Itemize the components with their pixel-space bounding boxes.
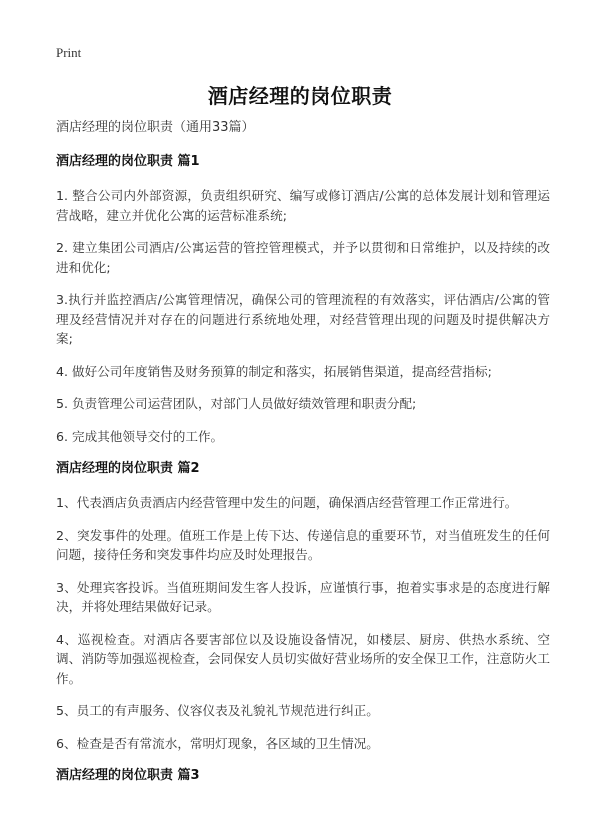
paragraph: 1. 整合公司内外部资源，负责组织研究、编写或修订酒店/公寓的总体发展计划和管理运营战略，建立并优化公寓的运营标准系统; — [56, 188, 550, 223]
paragraph: 5、员工的有声服务、仪容仪表及礼貌礼节规范进行纠正。 — [56, 703, 379, 718]
paragraph: 2、突发事件的处理。值班工作是上传下达、传递信息的重要环节，对当值班发生的任何问题，接待任务和突发事件均应及时处理报告。 — [56, 527, 550, 562]
section-heading-1: 酒店经理的岗位职责 篇1 — [56, 154, 200, 169]
paragraph: 6. 完成其他领导交付的工作。 — [56, 428, 224, 444]
section-heading-3: 酒店经理的岗位职责 篇3 — [56, 768, 200, 783]
document-body — [56, 118, 550, 800]
paragraph: 1、代表酒店负责酒店内经营管理中发生的问题，确保酒店经营管理工作正常进行。 — [56, 495, 518, 510]
section-heading-2: 酒店经理的岗位职责 篇2 — [56, 461, 200, 476]
page-title: 酒店经理的岗位职责 — [207, 84, 393, 108]
print-label[interactable]: Print — [56, 45, 82, 60]
paragraph: 2. 建立集团公司酒店/公寓运营的管控管理模式，并予以贯彻和日常维护，以及持续的改进和优化; — [56, 240, 550, 275]
paragraph: 4. 做好公司年度销售及财务预算的制定和落实，拓展销售渠道，提高经营指标; — [56, 363, 492, 379]
paragraph: 3.执行并监控酒店/公寓管理情况，确保公司的管理流程的有效落实，评估酒店/公寓的管理及经营情况并对存在的问题进行系统地处理，对经营管理出现的问题及时提供解决方案; — [56, 292, 550, 346]
paragraph: 4、巡视检查。对酒店各要害部位以及设施设备情况，如楼层、厨房、供热水系统、空调、消防等加强巡视检查，会同保安人员切实做好营业场所的安全保卫工作，注意防火工作。 — [56, 631, 550, 686]
paragraph: 6、检查是否有常流水，常明灯现象，各区域的卫生情况。 — [56, 735, 379, 751]
paragraph: 3、处理宾客投诉。当值班期间发生客人投诉，应谨慎行事，抱着实事求是的态度进行解决，并将处理结果做好记录。 — [56, 579, 550, 614]
document-subtitle: 酒店经理的岗位职责（通用33篇） — [56, 120, 255, 135]
paragraph: 5. 负责管理公司运营团队，对部门人员做好绩效管理和职责分配; — [56, 396, 417, 411]
